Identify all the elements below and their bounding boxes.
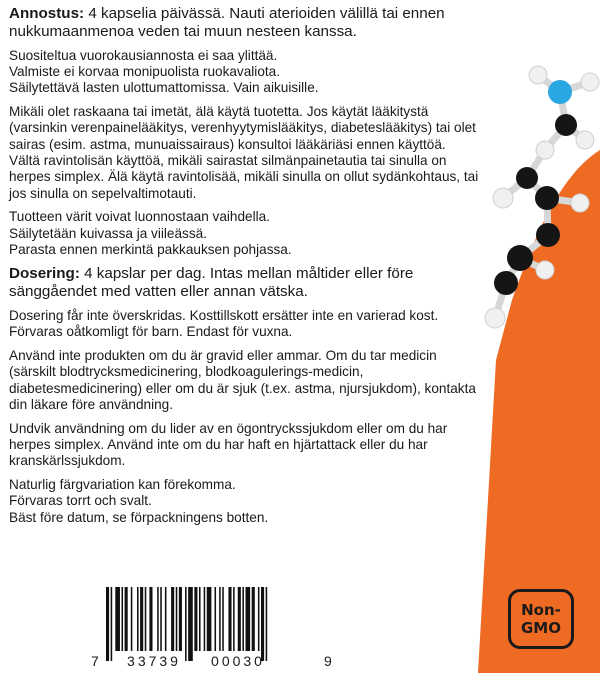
barcode-bar xyxy=(140,587,143,651)
barcode-bar xyxy=(185,587,187,661)
barcode-bar xyxy=(160,587,162,651)
barcode-bar xyxy=(111,587,113,661)
barcode-bar xyxy=(258,587,260,651)
barcode-bar xyxy=(242,587,244,651)
barcode-bar xyxy=(106,587,109,661)
sv-dose-text: 4 kapslar per dag. Intas mellan måltider eller före sänggåendet med vatten eller annan vätska. xyxy=(9,265,414,301)
barcode-bar xyxy=(222,587,224,651)
non-gmo-line-1: Non- xyxy=(521,601,561,619)
fi-dose-heading: Annostus: xyxy=(9,5,85,22)
barcode-bar xyxy=(115,587,120,651)
barcode-bar xyxy=(188,587,193,661)
barcode-bar xyxy=(252,587,255,651)
sv-storage: Naturlig färgvariation kan förekomma. Förvaras torrt och svalt. Bäst före datum, se förpackningens botten. xyxy=(9,476,269,525)
barcode-bar xyxy=(238,587,241,651)
barcode-bar xyxy=(261,587,264,661)
fi-warnings-1: Suositeltua vuorokausiannosta ei saa ylittää. Valmiste ei korvaa monipuolista ruokavaliota. Säilytettävä lasten ulottumattomissa. Vain aikuisille. xyxy=(9,47,319,96)
sv-dose-paragraph xyxy=(9,265,479,301)
barcode-bar xyxy=(194,587,197,651)
barcode-bar xyxy=(171,587,174,651)
barcode-bar xyxy=(228,587,231,651)
barcode-bar xyxy=(131,587,133,651)
barcode-bar xyxy=(204,587,206,651)
label-text-block xyxy=(9,5,479,533)
barcode-bar xyxy=(145,587,147,651)
sv-warnings-3: Undvik användning om du lider av en ögontryckssjukdom eller om du har herpes simplex. Använd inte om du har haft en hjärtattack eller du har kranskärlssjukdom. xyxy=(9,420,448,469)
barcode-bar xyxy=(233,587,235,651)
fi-storage: Tuotteen värit voivat luonnostaan vaihdella. Säilytetään kuivassa ja viileässä. Parasta ennen merkintä pakkauksen pohjassa. xyxy=(9,209,292,258)
sv-warnings-1: Dosering får inte överskridas. Kosttillskott ersätter inte en varierad kost. Förvaras oåtkomligt för barn. Endast för vuxna. xyxy=(9,308,439,340)
fi-dose-paragraph xyxy=(9,5,479,41)
barcode-bar xyxy=(157,587,159,651)
non-gmo-line-2: GMO xyxy=(521,619,561,637)
barcode-digit-right: 9 xyxy=(324,653,332,669)
barcode-bar xyxy=(215,587,217,651)
barcode-bar xyxy=(266,587,268,661)
barcode-bar xyxy=(122,587,124,651)
sv-warnings-2: Använd inte produkten om du är gravid eller ammar. Om du tar medicin (särskilt blodtrycksmedicinering, blodkoagulerings-medicin, diabetesmedicinering) eller om du är sjuk (t.ex. astma, njursjukdom), kontakta din läkare före användning. xyxy=(9,347,476,413)
barcode-bar xyxy=(165,587,167,651)
non-gmo-badge xyxy=(508,589,574,649)
barcode-bar xyxy=(137,587,139,651)
barcode-bar xyxy=(246,587,251,651)
barcode-group-right: 00030 xyxy=(211,653,265,669)
fi-dose-text: 4 kapselia päivässä. Nauti aterioiden välillä tai ennen nukkumaanmenoa veden tai muun nesteen kanssa. xyxy=(9,5,445,40)
barcode-bar xyxy=(176,587,178,651)
barcode xyxy=(88,587,338,671)
barcode-digit-left: 7 xyxy=(91,653,99,669)
barcode-group-left: 33739 xyxy=(127,653,181,669)
barcode-bar xyxy=(179,587,182,651)
barcode-bar xyxy=(125,587,128,651)
barcode-bar xyxy=(219,587,221,651)
barcode-bars xyxy=(106,587,267,661)
barcode-bar xyxy=(149,587,152,651)
fi-warnings-2: Mikäli olet raskaana tai imetät, älä käytä tuotetta. Jos käytät lääkitystä (varsinkin verenpainelääkitys, verenhyytymislääkitys, diabeteslääkitys) tai olet sairas (esim. astma, munuaissairaus) konsultoi lääkäriäsi ennen käyttöä. Vältä ravintolisän käyttöä, mikäli sairastat silmänpainetautia tai sinulla on herpes simplex. Älä käytä ravintolisää, mikäli sinulla on ollut sydänkohtaus, tai jos sinulla on sepelvaltimotauti. xyxy=(9,103,479,201)
sv-dose-heading: Dosering: xyxy=(9,265,80,283)
barcode-bar xyxy=(207,587,212,651)
barcode-bar xyxy=(199,587,201,651)
